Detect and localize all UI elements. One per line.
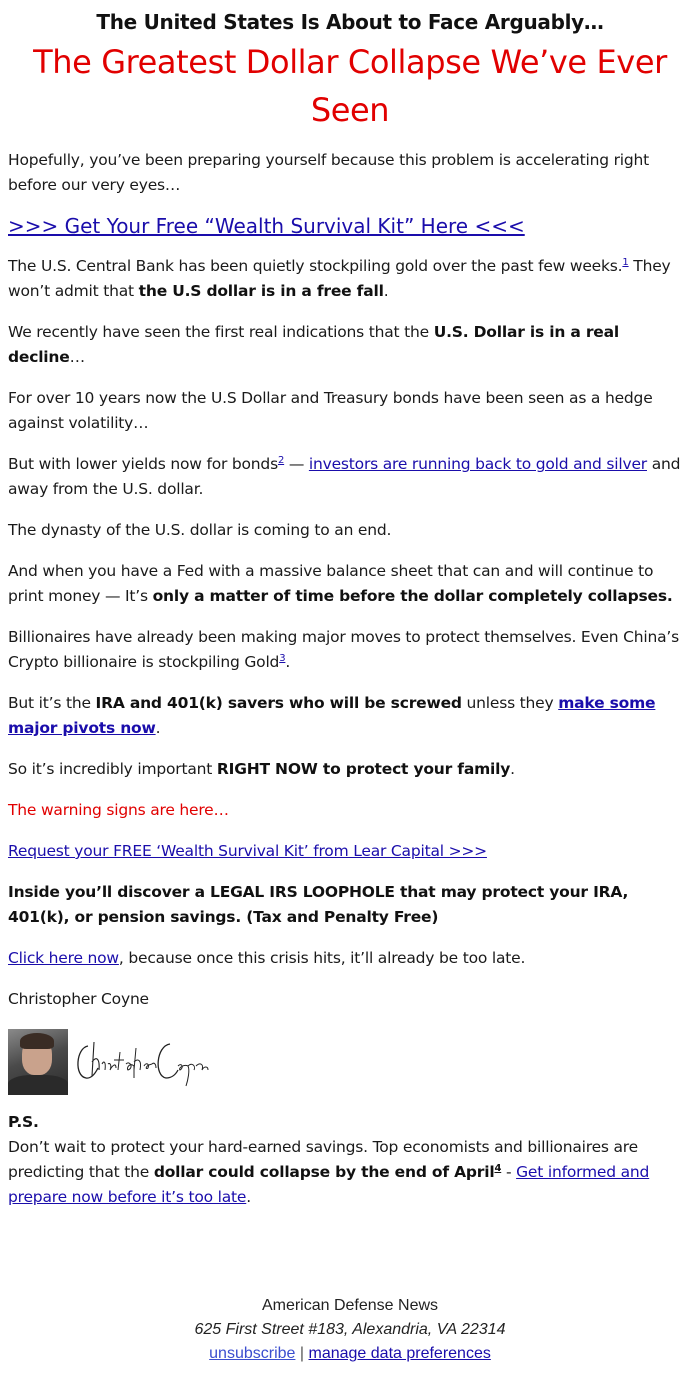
intro-paragraph: Hopefully, you’ve been preparing yourself because this problem is accelerating right before our very eyes… [8,151,650,194]
request-kit-link[interactable]: Request your FREE ‘Wealth Survival Kit’ from Lear Capital >>> [8,842,487,860]
ps-paragraph: Don’t wait to protect your hard-earned savings. Top economists and billionaires are predicting that the dollar could collapse by the end of April$^4$ - Get informed and prepare now before it’s too late. [8,1138,650,1206]
ps-label: P.S. [8,1113,39,1131]
signature-image [72,1032,212,1092]
paragraph-central-bank: The U.S. Central Bank has been quietly stockpiling gold over the past few weeks.$^1$ They won’t admit that the U.S dollar is in a free fall. [8,256,671,300]
paragraph-bonds: But with lower yields now for bonds$^2$ — investors are running back to gold and silver and away from the U.S. dollar. [8,454,681,498]
paragraph-fed: And when you have a Fed with a massive balance sheet that can and will continue to print money — It’s only a matter of time before the dollar completely collapses. [8,562,673,605]
footnote-3-link[interactable]: 3 [279,652,286,664]
headline-main: The Greatest Dollar Collapse We’ve Ever Seen [33,43,667,129]
author-name: Christopher Coyne [8,990,149,1008]
manage-preferences-link[interactable]: manage data preferences [308,1345,491,1362]
major-pivots-link[interactable]: make some major pivots now [8,694,656,737]
headline-subtitle: The United States Is About to Face Arguably… [96,10,604,34]
paragraph-hedge: For over 10 years now the U.S Dollar and Treasury bonds have been seen as a hedge against volatility… [8,389,653,432]
cta-wealth-survival-kit-link[interactable]: >>> Get Your Free “Wealth Survival Kit” Here <<< [8,214,525,238]
paragraph-dynasty: The dynasty of the U.S. dollar is coming to an end. [8,521,392,539]
click-here-paragraph: Click here now, because once this crisis hits, it’ll already be too late. [8,949,526,967]
footnote-1-link[interactable]: 1 [622,256,629,268]
paragraph-billionaires: Billionaires have already been making major moves to protect themselves. Even China’s Crypto billionaire is stockpiling Gold$^3$. [8,628,680,671]
footer-links [0,1342,700,1366]
footnote-2-link[interactable]: 2 [277,454,285,466]
footnote-4-link[interactable]: 4 [494,1162,502,1174]
irs-loophole-paragraph: Inside you’ll discover a LEGAL IRS LOOPHOLE that may protect your IRA, 401(k), or pension savings. (Tax and Penalty Free) [8,883,629,926]
request-kit-paragraph [8,839,692,864]
author-photo [8,1029,68,1095]
warning-text: The warning signs are here… [8,801,229,819]
paragraph-protect-family: So it’s incredibly important RIGHT NOW to protect your family. [8,760,515,778]
gold-silver-link[interactable]: investors are running back to gold and silver [308,455,647,473]
click-here-link[interactable]: Click here now [8,949,119,967]
unsubscribe-link[interactable]: unsubscribe [209,1345,296,1362]
footer-address: 625 First Street #183, Alexandria, VA 22314 [194,1321,506,1338]
email-footer [0,1294,700,1366]
paragraph-ira-savers: But it’s the IRA and 401(k) savers who will be screwed unless they make some major pivots now. [8,694,656,737]
footer-company: American Defense News [261,1297,439,1314]
signature-block [8,1028,692,1096]
paragraph-dollar-decline: We recently have seen the first real indications that the U.S. Dollar is in a real decline… [8,323,619,366]
footer-separator: | [299,1345,305,1362]
get-informed-link[interactable]: Get informed and prepare now before it’s too late [8,1163,650,1206]
email-body [8,0,692,1210]
